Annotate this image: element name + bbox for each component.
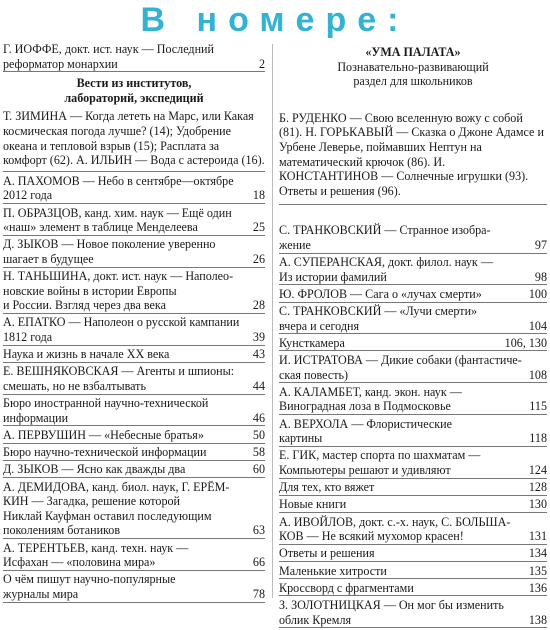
entry-line: А. ПЕРВУШИН — «Небесные братья»: [3, 428, 204, 442]
right-toc-list: [279, 223, 547, 628]
entry-line: вчера и сегодня: [279, 318, 360, 333]
page-title: В номере:: [140, 1, 410, 39]
toc-entry[interactable]: [279, 417, 547, 447]
entry-line: Компьютеры решают и удивляют: [279, 463, 451, 477]
toc-entry[interactable]: [279, 598, 547, 628]
entry-line: «наш» элемент в таблице Менделеева: [3, 220, 198, 235]
page-number: 25: [252, 220, 265, 235]
entry-line: А. ДЕМИДОВА, канд. биол. наук, Г. ЕРЁМ-: [3, 479, 230, 494]
toc-entry[interactable]: [3, 42, 265, 72]
toc-entry[interactable]: [279, 546, 547, 562]
entry-line: картины: [279, 431, 323, 446]
toc-entry[interactable]: [3, 445, 265, 461]
page-number: 136: [528, 580, 547, 595]
page-number: 128: [528, 480, 547, 495]
toc-entry[interactable]: [279, 336, 547, 352]
entry-line: Наука и жизнь в начале XX века: [3, 347, 170, 362]
page-number: 134: [528, 546, 547, 561]
toc-entry[interactable]: [3, 315, 265, 345]
page-number: 104: [528, 318, 547, 333]
left-column: [3, 42, 265, 604]
entry-line: А. ИВОЙЛОВ, докт. с.-х. наук, С. БОЛЬША-: [279, 514, 511, 529]
entry-line: Из истории фамилий: [279, 269, 387, 284]
page-number: 39: [252, 330, 265, 345]
page-number: 26: [252, 251, 265, 266]
page-number: 78: [252, 586, 265, 601]
entry-line: смешать, но не взбалтывать: [3, 379, 146, 394]
page-number: 2: [258, 56, 265, 71]
entry-line: жение: [279, 237, 311, 252]
toc-entry[interactable]: [279, 287, 547, 303]
entry-line: Д. ЗЫКОВ — Новое поколение уверенно: [3, 237, 216, 252]
page-number: 28: [252, 298, 265, 313]
page-number: 18: [252, 188, 265, 203]
section-heading-line: лабораторий, экспедиций: [64, 90, 204, 105]
entry-line: А. КАЛАМБЕТ, канд. экон. наук —: [279, 384, 462, 399]
page-number: 60: [252, 462, 265, 477]
toc-entry[interactable]: [3, 237, 265, 267]
page-number: 106, 130: [504, 335, 547, 350]
entry-line: Ю. ФРОЛОВ — Сага о «лучах смерти»: [279, 286, 482, 301]
entry-line: журналы мира: [3, 586, 79, 601]
page-number: 131: [528, 529, 547, 544]
entry-line: 2012 года: [3, 188, 53, 203]
page-number: 135: [528, 563, 547, 578]
entry-line: Исфахан — «половина мира»: [3, 555, 156, 570]
toc-entry[interactable]: [3, 364, 265, 394]
page-number: 118: [529, 431, 547, 446]
entry-line: Ответы и решения: [279, 546, 375, 561]
page-number: 138: [528, 612, 547, 627]
entry-line: З. ЗОЛОТНИЦКАЯ — Он мог бы изменить: [279, 597, 504, 612]
entry-line: А. СУПЕРАНСКАЯ, докт. филол. наук —: [279, 255, 493, 270]
page-number: 66: [252, 555, 265, 570]
toc-entry[interactable]: [279, 480, 547, 496]
entry-line: 1812 года: [3, 330, 53, 345]
toc-entry[interactable]: [279, 353, 547, 383]
entry-line: Г. ИОФФЕ, докт. ист. наук — Последний: [3, 42, 214, 56]
entry-line: И. ИСТРАТОВА — Дикие собаки (фантастиче-: [279, 353, 522, 368]
toc-entry[interactable]: [279, 255, 547, 285]
entry-line: Кроссворд с фрагментами: [279, 580, 414, 595]
entry-line: облик Кремля: [279, 612, 352, 627]
toc-entry[interactable]: [3, 428, 265, 444]
toc-entry[interactable]: [3, 269, 265, 314]
entry-line: КИН — Загадка, решение которой: [3, 494, 181, 509]
page-number: 50: [252, 428, 265, 442]
section-heading-line: Вести из институтов,: [76, 76, 192, 91]
page-number: 44: [252, 379, 265, 394]
column-divider: [272, 44, 273, 598]
section-text[interactable]: Т. ЗИМИНА — Когда лететь на Марс, или Какая космическая погода лучше? (14); Удобрение океана и тепловой взрыв (15); Расплата за комфорт (62). А. ИЛЬИН — Вода с астероида (16).: [3, 105, 265, 171]
entry-line: А. ЕПАТКО — Наполеон о русской кампании: [3, 315, 240, 330]
page-number: 63: [252, 523, 265, 538]
entry-line: Е. ГИК, мастер спорта по шахматам —: [279, 448, 481, 463]
toc-entry[interactable]: [3, 572, 265, 602]
right-column: [279, 42, 547, 630]
toc-entry[interactable]: [279, 564, 547, 580]
entry-line: информации: [3, 410, 69, 425]
entry-line: и России. Взгляд через два века: [3, 298, 166, 313]
toc-entry[interactable]: [279, 448, 547, 478]
entry-line: новские войны в истории Европы: [3, 283, 177, 298]
entry-line: О чём пишут научно-популярные: [3, 572, 176, 587]
entry-line: Бюро научно-технической информации: [3, 445, 207, 460]
box-title: «УМА ПАЛАТА»: [365, 45, 461, 59]
left-toc-list: [3, 174, 265, 603]
box-subtitle-line: Познавательно-развивающий: [337, 59, 489, 74]
page-number: 43: [252, 347, 265, 362]
toc-entry[interactable]: [3, 541, 265, 571]
toc-entry[interactable]: [3, 462, 265, 478]
toc-entry[interactable]: [279, 515, 547, 545]
entry-line: А. ПАХОМОВ — Небо в сентябре—октябре: [3, 173, 234, 188]
toc-entry[interactable]: [279, 497, 547, 513]
toc-entry[interactable]: [3, 174, 265, 204]
box-text[interactable]: Б. РУДЕНКО — Свою вселенную вожу с собой (81). Н. ГОРЬКАВЫЙ — Сказка о Джоне Адамсе и Урбене Леверье, поймавших Нептун на математический крючок (86). И. КОНСТАНТИНОВ — Солнечные игрушки (93). Ответы и решения (96).: [279, 89, 547, 206]
entry-line: Д. ЗЫКОВ — Ясно как дважды два: [3, 462, 186, 477]
page-number: 115: [529, 399, 547, 414]
entry-line: Виноградная лоза в Подмосковье: [279, 399, 451, 414]
toc-entry[interactable]: [3, 480, 265, 539]
entry-line: ская повесть): [279, 367, 349, 382]
page-number: 46: [252, 410, 265, 425]
toc-entry[interactable]: [3, 206, 265, 236]
toc-entry[interactable]: [3, 396, 265, 426]
entry-line: Бюро иностранной научно-технической: [3, 396, 209, 411]
section-heading: [3, 76, 265, 105]
toc-entry[interactable]: [3, 347, 265, 363]
toc-entry[interactable]: [279, 581, 547, 597]
page-number: 100: [528, 286, 547, 301]
page-number: 58: [252, 445, 265, 460]
toc-entry[interactable]: [279, 385, 547, 415]
page-number: 130: [528, 497, 547, 512]
toc-entry[interactable]: [279, 304, 547, 334]
entry-line: Для тех, кто вяжет: [279, 480, 375, 495]
entry-line: Никлай Кауфман оставил последующим: [3, 508, 212, 523]
entry-line: реформатор монархии: [3, 56, 118, 71]
entry-line: Кунсткамера: [279, 335, 345, 350]
entry-line: КОВ — Не всякий мухомор красен!: [279, 529, 464, 544]
entry-line: С. ТРАНКОВСКИЙ — Странное изобра-: [279, 223, 491, 238]
entry-line: П. ОБРАЗЦОВ, канд. хим. наук — Ещё один: [3, 205, 232, 220]
entry-line: Н. ТАНЬШИНА, докт. ист. наук — Наполео-: [3, 269, 234, 284]
page-number: 98: [534, 269, 547, 284]
entry-line: Новые книги: [279, 497, 347, 512]
entry-line: Маленькие хитрости: [279, 563, 387, 578]
entry-line: А. ТЕРЕНТЬЕВ, канд. техн. наук —: [3, 540, 189, 555]
entry-line: С. ТРАНКОВСКИЙ — «Лучи смерти»: [279, 304, 478, 319]
toc-entry[interactable]: [279, 223, 547, 253]
entry-line: шагает в будущее: [3, 251, 94, 266]
entry-line: Е. ВЕШНЯКОВСКАЯ — Агенты и шпионы:: [3, 364, 235, 379]
entry-line: А. ВЕРХОЛА — Флористические: [279, 416, 452, 431]
box-subtitle-line: раздел для школьников: [353, 74, 473, 89]
entry-line: поколениям ботаников: [3, 523, 121, 538]
page-number: 124: [528, 463, 547, 477]
page-number: 108: [528, 367, 547, 382]
page-number: 97: [534, 237, 547, 252]
